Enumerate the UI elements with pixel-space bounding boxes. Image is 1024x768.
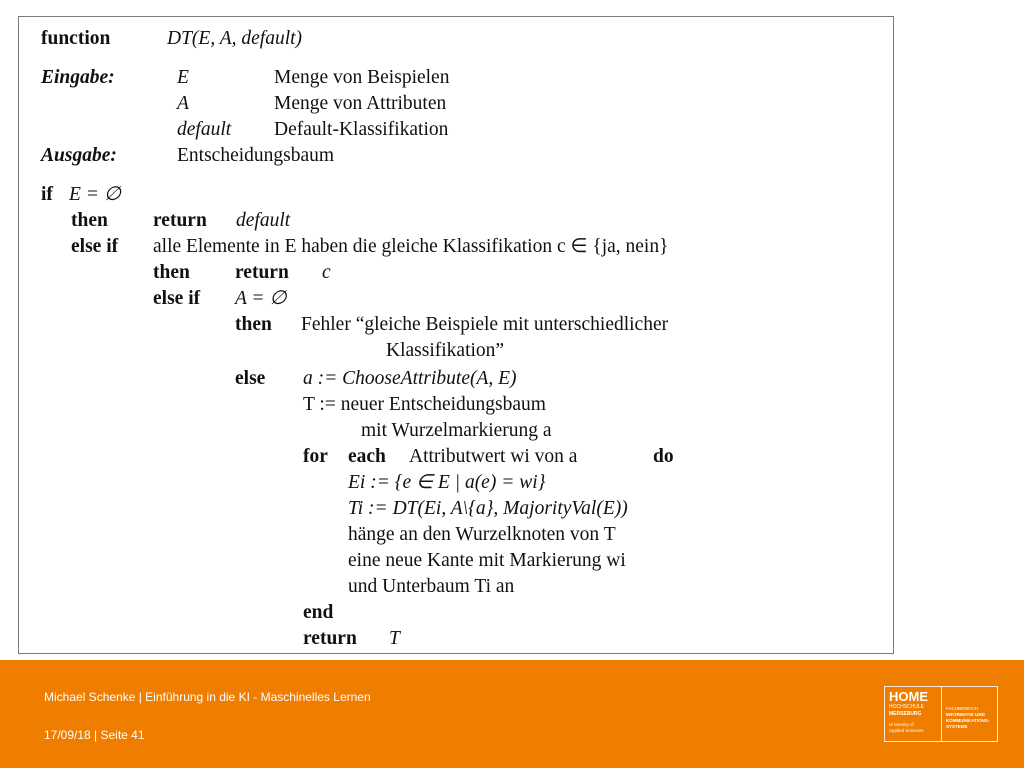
logo-dept-2: INFORMATIK UND	[946, 712, 985, 717]
logo-dept-3: KOMMUNIKATIONS-	[946, 718, 990, 723]
attach-text-2: eine neue Kante mit Markierung wi	[348, 550, 626, 571]
footer-date-page: 17/09/18 | Seite 41	[44, 728, 145, 742]
logo-school: HOCHSCHULE	[889, 704, 925, 710]
ei-assignment: Ei := {e ∈ E | a(e) = wi}	[348, 472, 546, 493]
elseif-condition: alle Elemente in E haben die gleiche Klassifikation c ∈ {ja, nein}	[153, 236, 669, 257]
function-keyword: function	[41, 28, 111, 49]
param-name: default	[177, 119, 232, 140]
elseif-keyword: else if	[153, 288, 201, 309]
param-desc: Default-Klassifikation	[274, 119, 449, 140]
output-value: Entscheidungsbaum	[177, 145, 335, 166]
for-text: Attributwert wi von a	[409, 446, 578, 467]
elseif2-condition: A = ∅	[235, 288, 287, 309]
return-keyword: return	[235, 262, 289, 283]
if-keyword: if	[41, 184, 53, 205]
error-text-2: Klassifikation”	[386, 340, 505, 361]
algorithm-box	[18, 16, 894, 654]
logo-sub-2: Applied Sciences	[889, 728, 924, 733]
university-logo	[884, 686, 998, 742]
then-keyword: then	[235, 314, 272, 335]
then-keyword: then	[71, 210, 108, 231]
logo-sub-1: University of	[889, 722, 914, 727]
return-keyword: return	[303, 628, 357, 649]
assign-t-1: T := neuer Entscheidungsbaum	[303, 394, 546, 415]
attach-text-3: und Unterbaum Ti an	[348, 576, 515, 597]
assign-a: a := ChooseAttribute(A, E)	[303, 368, 517, 389]
assign-t-2: mit Wurzelmarkierung a	[361, 420, 552, 441]
logo-home: HOME	[889, 689, 928, 704]
else-keyword: else	[235, 368, 266, 389]
input-label: Eingabe:	[41, 67, 115, 88]
function-signature: DT(E, A, default)	[167, 28, 303, 49]
attach-text-1: hänge an den Wurzelknoten von T	[348, 524, 616, 545]
for-keyword: for	[303, 446, 328, 467]
footer-author-line: Michael Schenke | Einführung in die KI - Maschinelles Lernen	[44, 690, 371, 704]
do-keyword: do	[653, 446, 674, 467]
param-name: E	[177, 67, 189, 88]
each-keyword: each	[348, 446, 386, 467]
error-text-1: Fehler “gleiche Beispiele mit unterschiedlicher	[301, 314, 669, 335]
param-name: A	[177, 93, 189, 114]
logo-divider	[941, 687, 942, 741]
footer-bar	[0, 660, 1024, 768]
logo-city: MERSEBURG	[889, 711, 922, 717]
return-default: default	[236, 210, 291, 231]
then-keyword: then	[153, 262, 190, 283]
elseif-keyword: else if	[71, 236, 119, 257]
ti-assignment: Ti := DT(Ei, A\{a}, MajorityVal(E))	[348, 498, 628, 519]
logo-dept-1: FACHBEREICH	[946, 706, 979, 711]
param-desc: Menge von Beispielen	[274, 67, 450, 88]
logo-dept-4: SYSTEME	[946, 724, 968, 729]
output-label: Ausgabe:	[41, 145, 117, 166]
param-desc: Menge von Attributen	[274, 93, 447, 114]
final-return-value: T	[389, 628, 400, 649]
return-keyword: return	[153, 210, 207, 231]
if-condition: E = ∅	[69, 184, 121, 205]
end-keyword: end	[303, 602, 334, 623]
return-c: c	[322, 262, 331, 283]
